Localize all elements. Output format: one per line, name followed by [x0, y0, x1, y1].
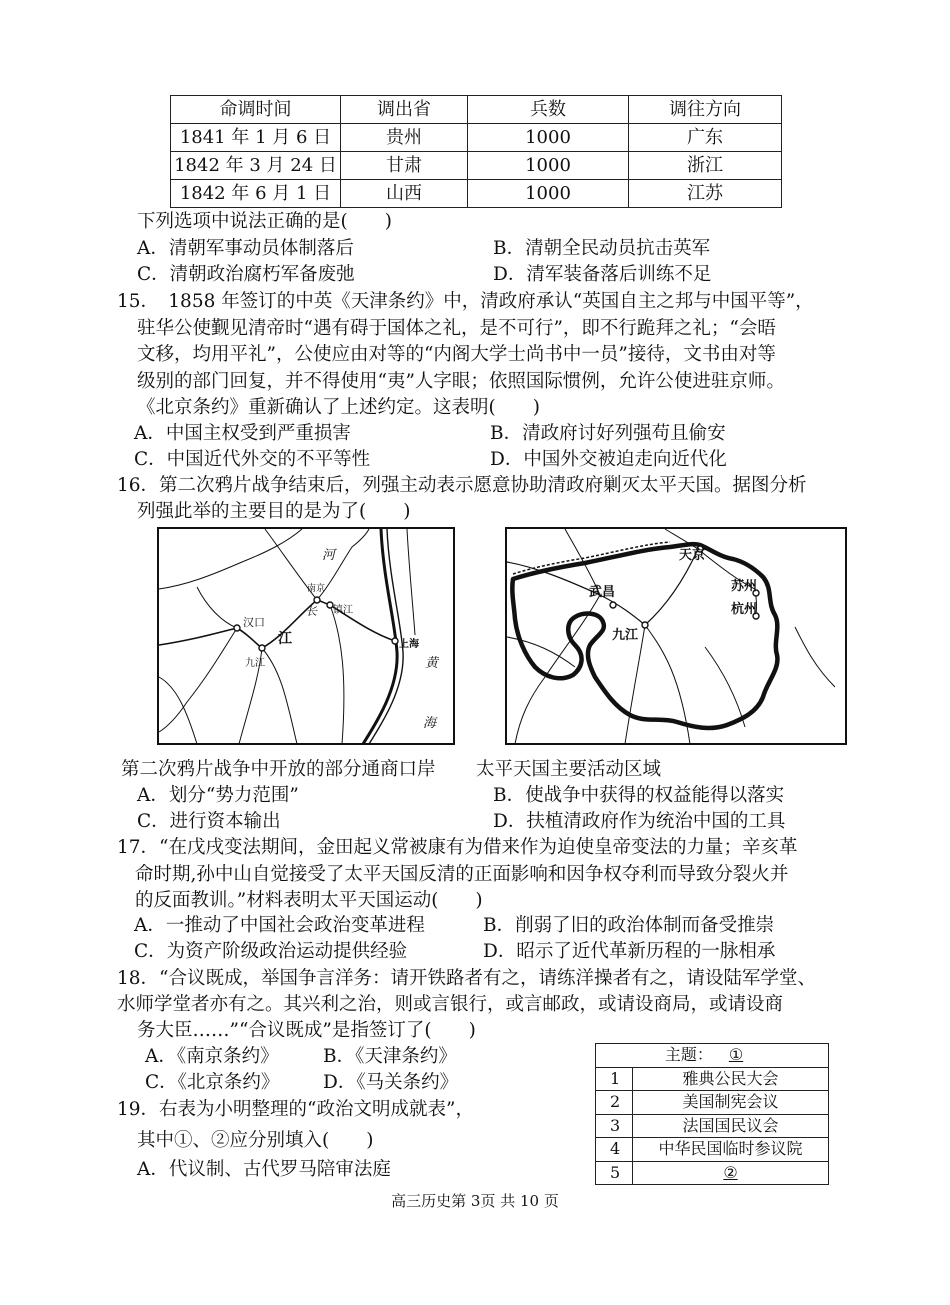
map-label-jiujiang: 九江 — [245, 658, 265, 669]
map-label-he: 河 — [322, 548, 336, 563]
q17-line: 命时期,孙中山自觉接受了太平天国反清的正面影响和因争权夺利而导致分裂火并 — [135, 864, 789, 885]
row-value-blank — [633, 1161, 829, 1185]
q17-option-c: C．为资产阶级政治运动提供经验 — [134, 941, 408, 962]
q15-line: 15． 1858 年签订的中英《天津条约》中，清政府承认“英国自主之邦与中国平等”， — [117, 291, 814, 312]
theme-header-cell — [596, 1044, 829, 1068]
treaty-ports-map — [157, 527, 455, 745]
row-number: 3 — [596, 1114, 633, 1138]
map-label-zhenjiang: 镇江 — [333, 605, 353, 616]
row-number: 5 — [596, 1161, 633, 1185]
q18-option-d: D．《马关条约》 — [323, 1072, 459, 1093]
left-map-caption: 第二次鸦片战争中开放的部分通商口岸 — [121, 759, 436, 780]
q15-option-b: B．清政府讨好列强苟且偷安 — [490, 423, 726, 444]
row-number: 4 — [596, 1138, 633, 1162]
city-marker — [610, 602, 616, 608]
q18-option-a: A．《南京条约》 — [145, 1046, 279, 1067]
taiping-area-map — [505, 527, 847, 745]
q18-option-c: C．《北京条约》 — [145, 1072, 280, 1093]
map-label-nanjing: 南京 — [307, 584, 326, 594]
table-cell: 甘肃 — [341, 152, 468, 180]
map-label-huang: 黄 — [425, 656, 439, 671]
q16-line: 16．第二次鸦片战争结束后，列强主动表示愿意协助清政府剿灭太平天国。据图分析 — [117, 475, 807, 496]
q18-line: 务大臣……”“合议既成”是指签订了( ) — [137, 1020, 476, 1041]
table-cell: 1000 — [468, 152, 629, 180]
map-label-chang: 长 — [306, 605, 317, 618]
q17-option-b: B．削弱了旧的政治体制而备受推崇 — [483, 915, 775, 936]
q14-stem: 下列选项中说法正确的是( ) — [137, 211, 392, 232]
q14-option-d: D．清军装备落后训练不足 — [493, 264, 712, 285]
q17-line: 17．“在戊戌变法期间，金田起义常被康有为借来作为迫使皇帝变法的力量；辛亥革 — [117, 837, 798, 858]
table-cell: 广东 — [629, 124, 782, 152]
row-number: 2 — [596, 1091, 633, 1115]
header-cell: 调往方向 — [629, 96, 782, 124]
row-number: 1 — [596, 1067, 633, 1091]
map-frame — [506, 528, 846, 744]
table-row — [171, 180, 782, 208]
map-label-tianjing: 天京 — [679, 548, 706, 563]
row-value: 中华民国临时参议院 — [633, 1138, 829, 1162]
table-cell: 1842 年 6 月 1 日 — [171, 180, 341, 208]
q17-option-d: D．昭示了近代革新历程的一脉相承 — [483, 941, 776, 962]
city-marker — [392, 638, 398, 644]
q18-line: 18．“合议既成，举国争言洋务：请开铁路者有之，请练洋操者有之，请设陆军学堂、 — [117, 968, 817, 989]
q19-option-a: A．代议制、古代罗马陪审法庭 — [137, 1159, 391, 1180]
q16-option-c: C．进行资本输出 — [137, 811, 281, 832]
theme-label: 主题： — [664, 1045, 713, 1065]
header-cell: 兵数 — [468, 96, 629, 124]
q16-option-d: D．扶植清政府作为统治中国的工具 — [493, 811, 786, 832]
map-label-hankou: 汉口 — [243, 616, 265, 629]
q14-option-c: C．清朝政治腐朽军备废弛 — [137, 264, 355, 285]
table-row — [596, 1091, 829, 1115]
q15-line: 《北京条约》重新确认了上述约定。这表明( ) — [137, 397, 540, 418]
taiping-area-map-svg — [505, 527, 847, 745]
city-marker — [314, 597, 320, 603]
q16-line: 列强此举的主要目的是为了( ) — [137, 501, 411, 522]
map-label-shanghai: 上海 — [399, 639, 419, 650]
q17-option-a: A．一推动了中国社会政治变革进程 — [134, 915, 425, 936]
q18-line: 水师学堂者亦有之。其兴利之治，则或言银行，或言邮政，或请设商局，或请设商 — [117, 994, 784, 1015]
table-row — [171, 124, 782, 152]
row-value: 雅典公民大会 — [633, 1067, 829, 1091]
city-marker — [234, 625, 240, 631]
q19-line: 19．右表为小明整理的“政治文明成就表”， — [117, 1099, 474, 1120]
q15-option-c: C．中国近代外交的不平等性 — [134, 449, 371, 470]
table-row — [596, 1114, 829, 1138]
table-cell: 江苏 — [629, 180, 782, 208]
page-footer: 高三历史第 3页 共 10 页 — [391, 1192, 559, 1210]
table-cell: 1841 年 1 月 6 日 — [171, 124, 341, 152]
q15-line: 级别的部门回复，并不得使用“夷”人字眼；依照国际惯例，允许公使进驻京师。 — [137, 371, 785, 392]
map-label-hangzhou: 杭州 — [731, 602, 758, 617]
q18-option-b: B．《天津条约》 — [323, 1046, 457, 1067]
q16-option-b: B．使战争中获得的权益能得以落实 — [493, 785, 785, 806]
q17-line: 的反面教训。”材料表明太平天国运动( ) — [135, 890, 483, 911]
map-label-jiujiang: 九江 — [612, 628, 639, 643]
row-value: 法国国民议会 — [633, 1114, 829, 1138]
blank-two: ② — [723, 1162, 738, 1182]
table-row — [171, 152, 782, 180]
q15-line: 驻华公使觐见清帝时“遇有碍于国体之礼，是不可行”，即不行跪拜之礼；“会晤 — [137, 318, 776, 339]
city-marker — [642, 622, 648, 628]
table-header-row — [596, 1044, 829, 1068]
table-row — [596, 1138, 829, 1162]
table-row — [596, 1161, 829, 1185]
table-cell: 1842 年 3 月 24 日 — [171, 152, 341, 180]
header-cell: 调出省 — [341, 96, 468, 124]
political-civilization-table — [595, 1043, 829, 1185]
table-cell: 1000 — [468, 180, 629, 208]
map-label-suzhou: 苏州 — [731, 579, 758, 594]
map-label-hai: 海 — [423, 716, 437, 731]
map-label-jiang: 江 — [278, 631, 292, 647]
q14-option-a: A．清朝军事动员体制落后 — [137, 238, 354, 259]
row-value: 美国制宪会议 — [633, 1091, 829, 1115]
city-marker — [259, 645, 265, 651]
treaty-ports-map-svg — [157, 527, 455, 745]
troop-deployment-table — [170, 95, 782, 208]
q15-option-d: D．中国外交被迫走向近代化 — [490, 449, 727, 470]
q15-option-a: A．中国主权受到严重损害 — [134, 423, 351, 444]
table-header-row — [171, 96, 782, 124]
theme-blank: ① — [728, 1045, 744, 1065]
right-map-caption: 太平天国主要活动区域 — [476, 759, 662, 780]
q19-line: 其中①、②应分别填入( ) — [137, 1130, 374, 1151]
table-row — [596, 1067, 829, 1091]
table-cell: 浙江 — [629, 152, 782, 180]
table-cell: 1000 — [468, 124, 629, 152]
header-cell: 命调时间 — [171, 96, 341, 124]
q16-option-a: A．划分“势力范围” — [137, 785, 299, 806]
q15-line: 文移，均用平礼”，公使应由对等的“内阁大学士尚书中一员”接待，文书由对等 — [137, 344, 776, 365]
table-cell: 山西 — [341, 180, 468, 208]
table-cell: 贵州 — [341, 124, 468, 152]
map-label-wuchang: 武昌 — [589, 585, 616, 600]
q14-option-b: B．清朝全民动员抗击英军 — [493, 238, 711, 259]
